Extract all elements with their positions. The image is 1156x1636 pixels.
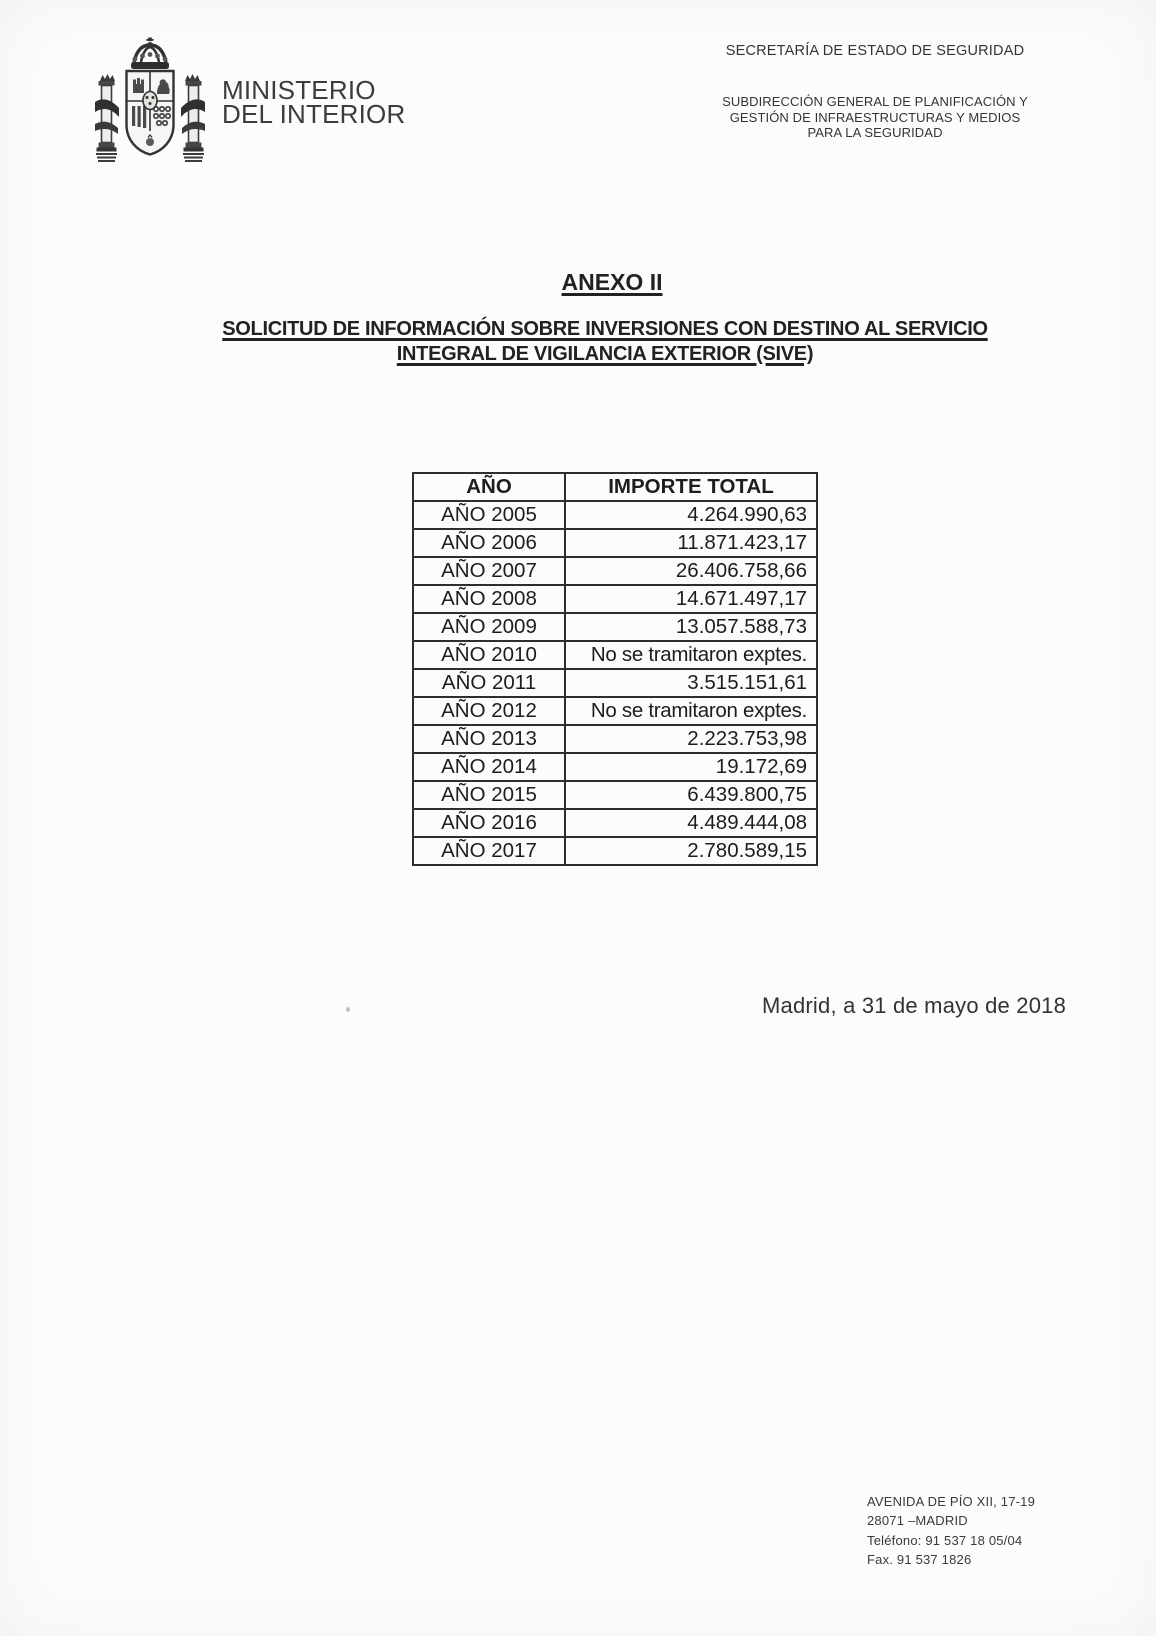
column-header-year: AÑO [413,473,565,501]
year-cell: AÑO 2008 [413,585,565,613]
table-row [413,613,817,641]
ministry-name [222,75,406,129]
table-row [413,725,817,753]
table-row [413,641,817,669]
table-row [413,697,817,725]
no-expedientes-note-cell: No se tramitaron exptes. [565,697,817,725]
ministry-name-line2: DEL INTERIOR [222,99,406,129]
table-row [413,781,817,809]
office-header-block [655,43,1095,141]
year-cell: AÑO 2011 [413,669,565,697]
document-subtitle-line1: SOLICITUD DE INFORMACIÓN SOBRE INVERSIONES CON DESTINO AL SERVICIO [222,318,988,340]
subdirectorate-line1: SUBDIRECCIÓN GENERAL DE PLANIFICACIÓN Y [722,94,1028,109]
subdirectorate-line2: GESTIÓN DE INFRAESTRUCTURAS Y MEDIOS [729,109,1021,125]
footer-address-line2: 28071 –MADRID [867,1513,968,1529]
footer-phone: Teléfono: 91 537 18 05/04 [867,1532,1023,1548]
table-row [413,753,817,781]
amount-cell: 3.515.151,61 [565,669,817,697]
year-cell: AÑO 2007 [413,557,565,585]
sive-table-body [413,501,817,865]
amount-cell: 19.172,69 [565,753,817,781]
amount-cell: 26.406.758,66 [565,557,817,585]
subdirectorate-title [655,94,1095,141]
column-header-importe-total: IMPORTE TOTAL [565,473,817,501]
no-expedientes-note-cell: No se tramitaron exptes. [565,641,817,669]
ministry-name-line1: MINISTERIO [222,75,376,105]
table-row [413,557,817,585]
amount-cell: 13.057.588,73 [565,613,817,641]
year-cell: AÑO 2016 [413,809,565,837]
dateline: Madrid, a 31 de mayo de 2018 [762,993,1067,1018]
footer-fax: Fax. 91 537 1826 [867,1551,972,1567]
table-row [413,529,817,557]
table-row [413,669,817,697]
table-row [413,501,817,529]
year-cell: AÑO 2013 [413,725,565,753]
scan-artifact-dot [346,1007,350,1012]
year-cell: AÑO 2005 [413,501,565,529]
spain-coat-of-arms-icon [94,36,206,172]
year-cell: AÑO 2014 [413,753,565,781]
secretariat-title: SECRETARÍA DE ESTADO DE SEGURIDAD [725,43,1025,59]
spain-coat-of-arms-logo [94,36,206,172]
document-subtitle [135,317,1075,366]
footer-address-line1: AVENIDA DE PÍO XII, 17-19 [867,1494,1036,1509]
year-cell: AÑO 2010 [413,641,565,669]
year-cell: AÑO 2006 [413,529,565,557]
year-cell: AÑO 2015 [413,781,565,809]
amount-cell: 2.223.753,98 [565,725,817,753]
footer-address-block [867,1492,1035,1569]
amount-cell: 2.780.589,15 [565,837,817,865]
amount-cell: 6.439.800,75 [565,781,817,809]
amount-cell: 4.264.990,63 [565,501,817,529]
amount-cell: 4.489.444,08 [565,809,817,837]
table-row [413,837,817,865]
year-cell: AÑO 2017 [413,837,565,865]
investment-table [412,472,818,866]
table-row [413,809,817,837]
year-cell: AÑO 2009 [413,613,565,641]
year-cell: AÑO 2012 [413,697,565,725]
table-row [413,585,817,613]
subdirectorate-line3: PARA LA SEGURIDAD [807,125,943,140]
amount-cell: 11.871.423,17 [565,529,817,557]
table-header-row [413,473,817,501]
amount-cell: 14.671.497,17 [565,585,817,613]
document-subtitle-line2: INTEGRAL DE VIGILANCIA EXTERIOR (SIVE) [396,342,814,365]
document-title: ANEXO II [561,269,663,295]
